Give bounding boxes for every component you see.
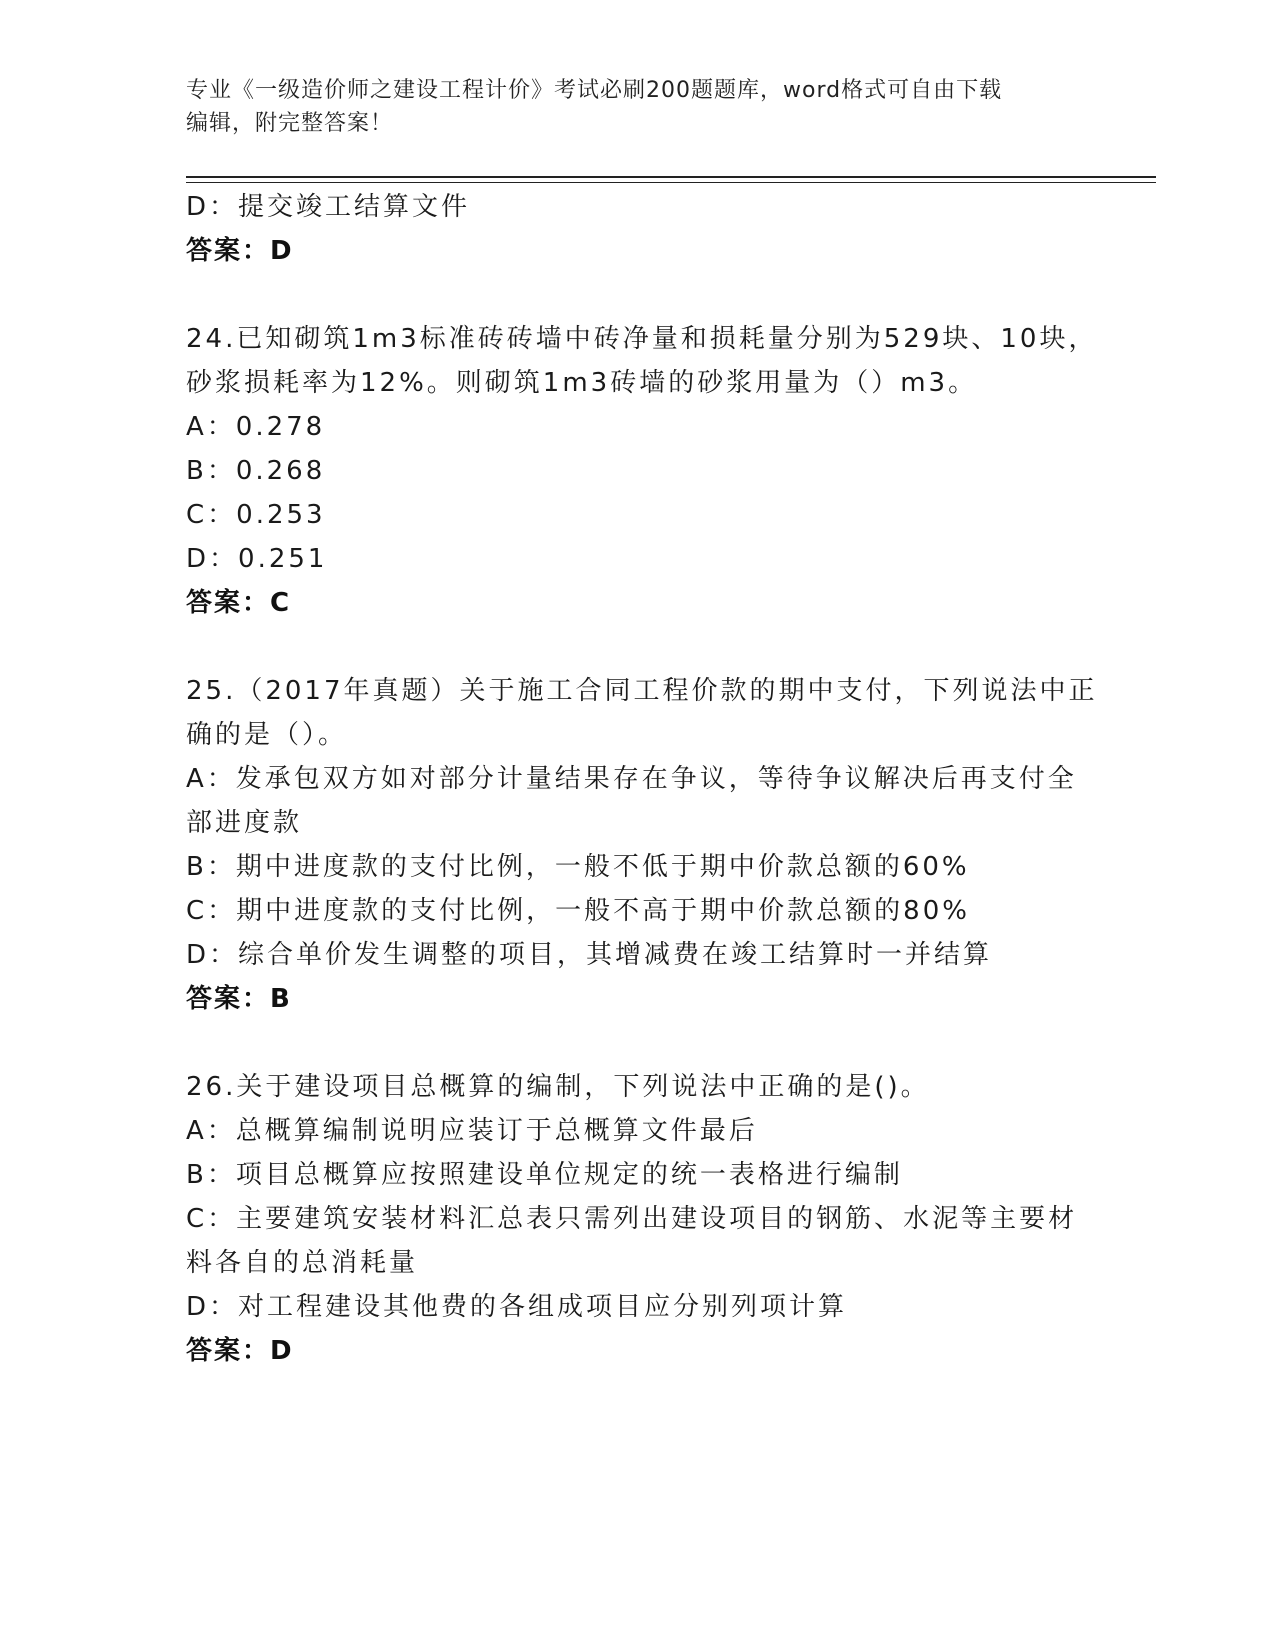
q24-option-a: A：0.278	[186, 412, 326, 442]
q25-stem-line-2: 确的是（）。	[186, 720, 348, 750]
q26-option-c-line-2: 料各自的总消耗量	[186, 1248, 419, 1278]
header-line-1: 专业《一级造价师之建设工程计价》考试必刷200题题库，word格式可自由下载	[186, 78, 1003, 103]
q25-option-b: B：期中进度款的支付比例，一般不低于期中价款总额的60%	[186, 852, 970, 882]
page-header	[186, 74, 1086, 140]
q24-option-b: B：0.268	[186, 456, 326, 486]
q25-option-a-line-2: 部进度款	[186, 808, 303, 838]
header-divider-thin	[186, 182, 1156, 183]
q26-option-a: A：总概算编制说明应装订于总概算文件最后	[186, 1116, 758, 1146]
q25-option-c: C：期中进度款的支付比例，一般不高于期中价款总额的80%	[186, 896, 970, 926]
q25-option-d: D：综合单价发生调整的项目，其增减费在竣工结算时一并结算	[186, 940, 993, 970]
q24-option-c: C：0.253	[186, 500, 326, 530]
q26-answer: 答案：D	[186, 1336, 294, 1366]
q24-option-d: D：0.251	[186, 544, 328, 574]
q26-option-b: B：项目总概算应按照建设单位规定的统一表格进行编制	[186, 1160, 903, 1190]
q24-stem-line-2: 砂浆损耗率为12%。则砌筑1m3砖墙的砂浆用量为（）m3。	[186, 368, 978, 398]
q25-option-a-line-1: A：发承包双方如对部分计量结果存在争议，等待争议解决后再支付全	[186, 764, 1077, 794]
q25-answer: 答案：B	[186, 984, 292, 1014]
header-line-2: 编辑，附完整答案！	[186, 111, 394, 136]
q26-option-c-line-1: C：主要建筑安装材料汇总表只需列出建设项目的钢筋、水泥等主要材	[186, 1204, 1078, 1234]
q26-option-d: D：对工程建设其他费的各组成项目应分别列项计算	[186, 1292, 848, 1322]
prev-answer: 答案：D	[186, 236, 294, 266]
q24-stem-line-1: 24.已知砌筑1m3标准砖砖墙中砖净量和损耗量分别为529块、10块，	[186, 324, 1098, 354]
header-divider-thick	[186, 176, 1156, 178]
q26-stem-line-1: 26.关于建设项目总概算的编制，下列说法中正确的是()。	[186, 1072, 930, 1102]
prev-option-d: D：提交竣工结算文件	[186, 192, 471, 222]
q24-answer: 答案：C	[186, 588, 292, 618]
q25-stem-line-1: 25.（2017年真题）关于施工合同工程价款的期中支付，下列说法中正	[186, 676, 1098, 706]
